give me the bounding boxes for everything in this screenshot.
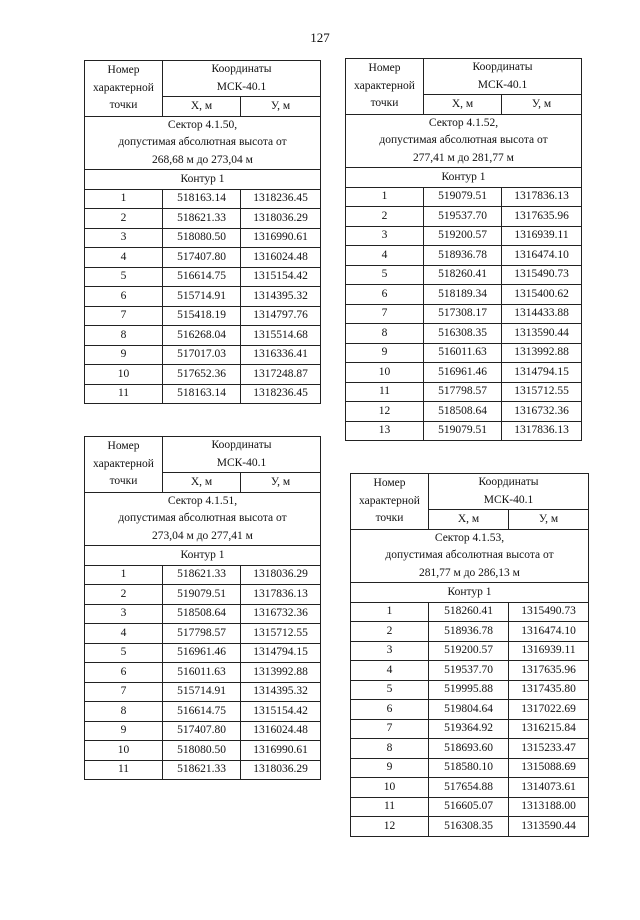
point-number-cell: 8 xyxy=(351,739,429,759)
y-coordinate-cell: 1316215.84 xyxy=(509,719,589,739)
contour-label: Контур 1 xyxy=(346,168,582,188)
point-number-cell: 4 xyxy=(85,624,163,644)
coordinates-header xyxy=(429,474,589,510)
point-number-cell: 8 xyxy=(85,326,163,346)
contour-row xyxy=(346,168,582,188)
sector-row xyxy=(346,114,582,168)
point-number-cell: 10 xyxy=(85,741,163,761)
coordinates-header-line: Координаты xyxy=(211,63,272,75)
point-number-cell: 3 xyxy=(85,604,163,624)
y-coordinate-cell: 1316024.48 xyxy=(241,248,321,268)
sector-description-line: 281,77 м до 286,13 м xyxy=(419,566,520,579)
point-number-header-line: характерной xyxy=(93,81,154,94)
coordinate-table-sector-4-1-52 xyxy=(345,58,582,441)
x-coordinate-cell: 518621.33 xyxy=(163,760,241,780)
y-coordinate-cell: 1313590.44 xyxy=(502,324,582,344)
table-row xyxy=(351,797,589,817)
x-coordinate-cell: 519364.92 xyxy=(429,719,509,739)
table-row xyxy=(351,641,589,661)
x-coordinate-cell: 516614.75 xyxy=(163,702,241,722)
point-number-header-line: Номер xyxy=(107,440,140,452)
y-coordinate-cell: 1315154.42 xyxy=(241,702,321,722)
x-coordinate-cell: 517407.80 xyxy=(163,248,241,268)
y-column-header: У, м xyxy=(241,97,321,117)
point-number-header-line: Номер xyxy=(368,62,401,74)
x-coordinate-cell: 518080.50 xyxy=(163,741,241,761)
x-coordinate-cell: 518260.41 xyxy=(429,602,509,622)
x-coordinate-cell: 515714.91 xyxy=(163,682,241,702)
x-coordinate-cell: 518621.33 xyxy=(163,565,241,585)
point-number-header xyxy=(85,61,163,117)
sector-description xyxy=(85,492,321,546)
table-row xyxy=(85,663,321,683)
table-row xyxy=(85,248,321,268)
y-coordinate-cell: 1313992.88 xyxy=(502,343,582,363)
y-coordinate-cell: 1317836.13 xyxy=(241,585,321,605)
table-row xyxy=(85,702,321,722)
table-row xyxy=(346,207,582,227)
x-coordinate-cell: 518580.10 xyxy=(429,758,509,778)
table-row xyxy=(346,226,582,246)
point-number-header-line: точки xyxy=(375,512,404,524)
y-coordinate-cell: 1316024.48 xyxy=(241,721,321,741)
y-coordinate-cell: 1316474.10 xyxy=(502,246,582,266)
x-coordinate-cell: 518621.33 xyxy=(163,209,241,229)
point-number-cell: 9 xyxy=(346,343,424,363)
point-number-cell: 7 xyxy=(85,306,163,326)
table-row xyxy=(351,758,589,778)
x-coordinate-cell: 516011.63 xyxy=(424,343,502,363)
point-number-cell: 6 xyxy=(346,285,424,305)
point-number-cell: 11 xyxy=(351,797,429,817)
point-number-cell: 12 xyxy=(351,817,429,837)
point-number-cell: 11 xyxy=(85,384,163,404)
header-row xyxy=(351,474,589,510)
point-number-cell: 9 xyxy=(351,758,429,778)
table-row xyxy=(85,326,321,346)
point-number-header xyxy=(346,59,424,115)
x-coordinate-cell: 518163.14 xyxy=(163,189,241,209)
table-row xyxy=(346,285,582,305)
coordinates-header xyxy=(424,59,582,95)
y-coordinate-cell: 1314794.15 xyxy=(502,363,582,383)
sector-description-line: Сектор 4.1.51, xyxy=(167,494,238,507)
table-row xyxy=(351,778,589,798)
x-coordinate-cell: 518260.41 xyxy=(424,265,502,285)
x-coordinate-cell: 518080.50 xyxy=(163,228,241,248)
x-coordinate-cell: 516308.35 xyxy=(429,817,509,837)
y-coordinate-cell: 1313188.00 xyxy=(509,797,589,817)
table-row xyxy=(351,680,589,700)
y-coordinate-cell: 1317836.13 xyxy=(502,187,582,207)
point-number-cell: 3 xyxy=(346,226,424,246)
point-number-header-line: точки xyxy=(109,475,138,487)
table-row xyxy=(85,682,321,702)
point-number-cell: 3 xyxy=(85,228,163,248)
point-number-cell: 4 xyxy=(85,248,163,268)
table-row xyxy=(346,265,582,285)
x-coordinate-cell: 515418.19 xyxy=(163,306,241,326)
y-coordinate-cell: 1315490.73 xyxy=(502,265,582,285)
y-column-header: У, м xyxy=(502,95,582,115)
table-row xyxy=(346,187,582,207)
x-coordinate-cell: 517308.17 xyxy=(424,304,502,324)
table-row xyxy=(85,721,321,741)
header-row xyxy=(346,59,582,95)
table-row xyxy=(85,760,321,780)
y-coordinate-cell: 1314797.76 xyxy=(241,306,321,326)
x-column-header: X, м xyxy=(429,510,509,530)
point-number-cell: 1 xyxy=(85,565,163,585)
sector-description-line: Сектор 4.1.53, xyxy=(434,531,505,544)
point-number-cell: 8 xyxy=(85,702,163,722)
coordinates-header-line: Координаты xyxy=(472,61,533,73)
point-number-cell: 8 xyxy=(346,324,424,344)
y-coordinate-cell: 1317435.80 xyxy=(509,680,589,700)
table-row xyxy=(346,363,582,383)
table-row xyxy=(351,661,589,681)
x-coordinate-cell: 518189.34 xyxy=(424,285,502,305)
x-coordinate-cell: 519079.51 xyxy=(163,585,241,605)
point-number-cell: 5 xyxy=(85,267,163,287)
y-coordinate-cell: 1313590.44 xyxy=(509,817,589,837)
header-row xyxy=(85,61,321,97)
point-number-cell: 6 xyxy=(85,663,163,683)
x-column-header: X, м xyxy=(424,95,502,115)
y-coordinate-cell: 1314073.61 xyxy=(509,778,589,798)
point-number-header-line: характерной xyxy=(359,494,420,507)
point-number-cell: 12 xyxy=(346,402,424,422)
x-coordinate-cell: 517017.03 xyxy=(163,345,241,365)
x-coordinate-cell: 519995.88 xyxy=(429,680,509,700)
contour-row xyxy=(351,583,589,603)
point-number-cell: 10 xyxy=(346,363,424,383)
x-coordinate-cell: 516268.04 xyxy=(163,326,241,346)
x-coordinate-cell: 517798.57 xyxy=(163,624,241,644)
x-coordinate-cell: 519200.57 xyxy=(424,226,502,246)
sector-description-line: допустимая абсолютная высота от xyxy=(385,549,554,561)
sector-row xyxy=(85,492,321,546)
y-column-header: У, м xyxy=(509,510,589,530)
coordinate-table-sector-4-1-50 xyxy=(84,60,321,404)
point-number-header xyxy=(351,474,429,530)
table-row xyxy=(85,643,321,663)
table-row xyxy=(346,304,582,324)
x-coordinate-cell: 517652.36 xyxy=(163,365,241,385)
x-coordinate-cell: 519079.51 xyxy=(424,421,502,441)
x-coordinate-cell: 518936.78 xyxy=(429,622,509,642)
table-row xyxy=(85,741,321,761)
y-coordinate-cell: 1316732.36 xyxy=(502,402,582,422)
y-coordinate-cell: 1317635.96 xyxy=(502,207,582,227)
y-coordinate-cell: 1315514.68 xyxy=(241,326,321,346)
point-number-header-line: Номер xyxy=(107,64,140,76)
point-number-cell: 11 xyxy=(85,760,163,780)
y-coordinate-cell: 1316990.61 xyxy=(241,741,321,761)
coordinates-header-line: МСК-40.1 xyxy=(216,456,267,469)
x-coordinate-cell: 517407.80 xyxy=(163,721,241,741)
y-coordinate-cell: 1318036.29 xyxy=(241,565,321,585)
y-coordinate-cell: 1317635.96 xyxy=(509,661,589,681)
point-number-header-line: точки xyxy=(370,97,399,109)
x-coordinate-cell: 516961.46 xyxy=(163,643,241,663)
table-row xyxy=(85,189,321,209)
point-number-cell: 1 xyxy=(351,602,429,622)
coordinates-header-line: Координаты xyxy=(478,476,539,488)
y-coordinate-cell: 1314794.15 xyxy=(241,643,321,663)
y-coordinate-cell: 1315154.42 xyxy=(241,267,321,287)
coordinate-table-sector-4-1-51 xyxy=(84,436,321,780)
point-number-cell: 4 xyxy=(346,246,424,266)
point-number-cell: 1 xyxy=(85,189,163,209)
y-coordinate-cell: 1318236.45 xyxy=(241,384,321,404)
table-row xyxy=(346,402,582,422)
table-row xyxy=(346,343,582,363)
y-coordinate-cell: 1317248.87 xyxy=(241,365,321,385)
y-coordinate-cell: 1315088.69 xyxy=(509,758,589,778)
sector-description xyxy=(351,529,589,583)
sector-description xyxy=(85,116,321,170)
y-coordinate-cell: 1315712.55 xyxy=(502,382,582,402)
table-row xyxy=(85,228,321,248)
point-number-cell: 5 xyxy=(346,265,424,285)
table-row xyxy=(85,306,321,326)
point-number-header-line: Номер xyxy=(373,477,406,489)
point-number-cell: 4 xyxy=(351,661,429,681)
table-row xyxy=(85,209,321,229)
table-row xyxy=(346,421,582,441)
sector-row xyxy=(85,116,321,170)
y-coordinate-cell: 1316336.41 xyxy=(241,345,321,365)
point-number-header xyxy=(85,437,163,493)
x-column-header: X, м xyxy=(163,97,241,117)
table-row xyxy=(85,624,321,644)
x-coordinate-cell: 519079.51 xyxy=(424,187,502,207)
x-coordinate-cell: 518693.60 xyxy=(429,739,509,759)
x-coordinate-cell: 518936.78 xyxy=(424,246,502,266)
y-column-header: У, м xyxy=(241,473,321,493)
sector-description-line: допустимая абсолютная высота от xyxy=(118,512,287,524)
y-coordinate-cell: 1318036.29 xyxy=(241,209,321,229)
y-coordinate-cell: 1315712.55 xyxy=(241,624,321,644)
table-row xyxy=(351,739,589,759)
y-coordinate-cell: 1316939.11 xyxy=(502,226,582,246)
coordinates-header-line: МСК-40.1 xyxy=(216,80,267,93)
sector-description-line: 273,04 м до 277,41 м xyxy=(152,529,253,542)
table-row xyxy=(85,287,321,307)
header-row xyxy=(85,437,321,473)
table-row xyxy=(85,604,321,624)
y-coordinate-cell: 1316474.10 xyxy=(509,622,589,642)
table-row xyxy=(351,719,589,739)
point-number-cell: 11 xyxy=(346,382,424,402)
x-coordinate-cell: 519537.70 xyxy=(429,661,509,681)
y-coordinate-cell: 1318036.29 xyxy=(241,760,321,780)
table-row xyxy=(85,365,321,385)
point-number-cell: 2 xyxy=(351,622,429,642)
table-row xyxy=(85,384,321,404)
sector-description-line: 268,68 м до 273,04 м xyxy=(152,153,253,166)
sector-description-line: допустимая абсолютная высота от xyxy=(118,136,287,148)
page-number: 127 xyxy=(310,30,330,45)
x-coordinate-cell: 518508.64 xyxy=(163,604,241,624)
y-coordinate-cell: 1313992.88 xyxy=(241,663,321,683)
y-coordinate-cell: 1318236.45 xyxy=(241,189,321,209)
point-number-cell: 6 xyxy=(351,700,429,720)
point-number-cell: 9 xyxy=(85,721,163,741)
sector-description-line: 277,41 м до 281,77 м xyxy=(413,151,514,164)
y-coordinate-cell: 1315490.73 xyxy=(509,602,589,622)
contour-row xyxy=(85,546,321,566)
y-coordinate-cell: 1317836.13 xyxy=(502,421,582,441)
point-number-cell: 9 xyxy=(85,345,163,365)
y-coordinate-cell: 1314395.32 xyxy=(241,287,321,307)
x-coordinate-cell: 519537.70 xyxy=(424,207,502,227)
table-row xyxy=(346,382,582,402)
y-coordinate-cell: 1316990.61 xyxy=(241,228,321,248)
x-coordinate-cell: 516308.35 xyxy=(424,324,502,344)
sector-description-line: Сектор 4.1.50, xyxy=(167,118,238,131)
point-number-cell: 7 xyxy=(346,304,424,324)
y-coordinate-cell: 1316939.11 xyxy=(509,641,589,661)
x-column-header: X, м xyxy=(163,473,241,493)
point-number-cell: 7 xyxy=(85,682,163,702)
x-coordinate-cell: 518508.64 xyxy=(424,402,502,422)
point-number-header-line: характерной xyxy=(93,457,154,470)
sector-description-line: допустимая абсолютная высота от xyxy=(379,134,548,146)
x-coordinate-cell: 516961.46 xyxy=(424,363,502,383)
coordinate-table-sector-4-1-53 xyxy=(350,473,589,837)
point-number-cell: 1 xyxy=(346,187,424,207)
x-coordinate-cell: 519200.57 xyxy=(429,641,509,661)
x-coordinate-cell: 516614.75 xyxy=(163,267,241,287)
y-coordinate-cell: 1315400.62 xyxy=(502,285,582,305)
point-number-cell: 10 xyxy=(85,365,163,385)
sector-row xyxy=(351,529,589,583)
point-number-cell: 2 xyxy=(346,207,424,227)
table-row xyxy=(351,602,589,622)
point-number-cell: 3 xyxy=(351,641,429,661)
y-coordinate-cell: 1316732.36 xyxy=(241,604,321,624)
point-number-cell: 7 xyxy=(351,719,429,739)
contour-row xyxy=(85,170,321,190)
y-coordinate-cell: 1317022.69 xyxy=(509,700,589,720)
point-number-cell: 2 xyxy=(85,209,163,229)
point-number-cell: 13 xyxy=(346,421,424,441)
table-row xyxy=(351,700,589,720)
table-row xyxy=(346,246,582,266)
contour-label: Контур 1 xyxy=(351,583,589,603)
table-row xyxy=(351,622,589,642)
y-coordinate-cell: 1314395.32 xyxy=(241,682,321,702)
x-coordinate-cell: 518163.14 xyxy=(163,384,241,404)
table-row xyxy=(85,345,321,365)
coordinates-header xyxy=(163,437,321,473)
point-number-cell: 6 xyxy=(85,287,163,307)
point-number-cell: 5 xyxy=(351,680,429,700)
x-coordinate-cell: 515714.91 xyxy=(163,287,241,307)
table-row xyxy=(85,565,321,585)
point-number-cell: 10 xyxy=(351,778,429,798)
contour-label: Контур 1 xyxy=(85,546,321,566)
coordinates-header-line: МСК-40.1 xyxy=(477,78,528,91)
sector-description-line: Сектор 4.1.52, xyxy=(428,116,499,129)
x-coordinate-cell: 517654.88 xyxy=(429,778,509,798)
point-number-cell: 2 xyxy=(85,585,163,605)
point-number-header-line: характерной xyxy=(354,79,415,92)
y-coordinate-cell: 1315233.47 xyxy=(509,739,589,759)
x-coordinate-cell: 517798.57 xyxy=(424,382,502,402)
table-row xyxy=(85,267,321,287)
contour-label: Контур 1 xyxy=(85,170,321,190)
x-coordinate-cell: 516605.07 xyxy=(429,797,509,817)
x-coordinate-cell: 519804.64 xyxy=(429,700,509,720)
point-number-cell: 5 xyxy=(85,643,163,663)
coordinates-header-line: МСК-40.1 xyxy=(483,493,534,506)
coordinates-header-line: Координаты xyxy=(211,439,272,451)
sector-description xyxy=(346,114,582,168)
table-row xyxy=(351,817,589,837)
x-coordinate-cell: 516011.63 xyxy=(163,663,241,683)
coordinates-header xyxy=(163,61,321,97)
table-row xyxy=(85,585,321,605)
y-coordinate-cell: 1314433.88 xyxy=(502,304,582,324)
table-row xyxy=(346,324,582,344)
point-number-header-line: точки xyxy=(109,99,138,111)
